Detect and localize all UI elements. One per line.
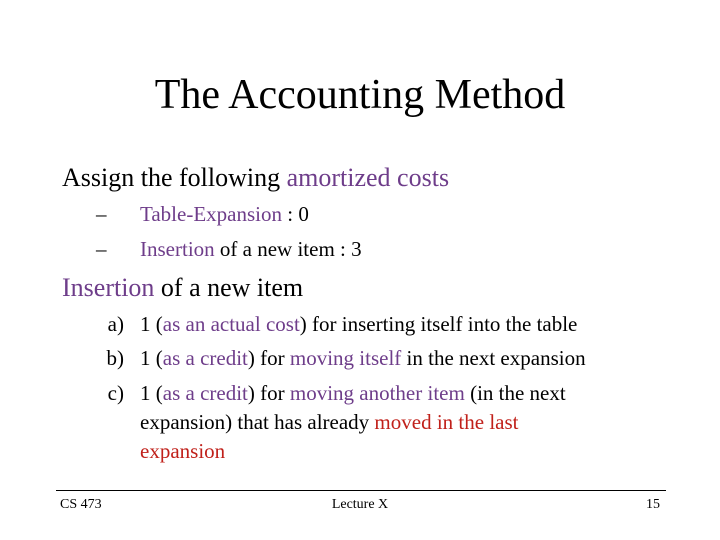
text-part: 1 ( [140,346,163,370]
highlight-moved-in-last: moved in the last [374,410,519,434]
list-text [140,380,566,406]
text-part: ) for inserting itself into the table [299,312,578,336]
sub-item-rest: : 0 [282,202,309,226]
footer-page-number: 15 [646,497,660,512]
sub-item-text [140,236,362,262]
sub-item-rest: of a new item : 3 [214,237,362,261]
list-label: b) [106,346,124,370]
highlight-moving-itself: moving itself [289,346,402,370]
list-label: c) [107,381,124,405]
dash-marker: – [96,237,107,261]
dash-marker: – [96,202,107,226]
highlight-credit: as a credit [162,346,248,370]
highlight-insertion: Insertion [140,237,215,261]
highlight-insertion-heading: Insertion [62,273,155,302]
footer-divider [56,490,666,491]
bullet-insertion [62,273,303,303]
text-part: in the next expansion [401,346,586,370]
text-part: 1 ( [140,312,163,336]
list-text [140,311,577,337]
highlight-amortized-costs: amortized costs [286,163,450,192]
list-label: a) [107,312,124,336]
highlight-moving-another-item: moving another item [289,381,465,405]
highlight-expansion: expansion [140,439,226,463]
text-part: 1 ( [140,381,163,405]
highlight-actual-cost: as an actual cost [162,312,300,336]
highlight-credit: as a credit [162,381,248,405]
text-part: expansion) that has already [140,410,375,434]
highlight-table-expansion: Table-Expansion [140,202,282,226]
text-part: (in the next [464,381,566,405]
slide-title: The Accounting Method [154,72,566,118]
footer-lecture: Lecture X [331,497,389,512]
bullet-text: Assign the following [62,163,287,192]
footer-course: CS 473 [60,497,102,512]
text-part: ) for [247,346,290,370]
list-text [140,409,518,435]
text-part: ) for [247,381,290,405]
bullet-text: of a new item [154,273,304,302]
list-text [140,345,586,371]
bullet-assign-costs [62,163,449,193]
sub-item-text [140,201,309,227]
